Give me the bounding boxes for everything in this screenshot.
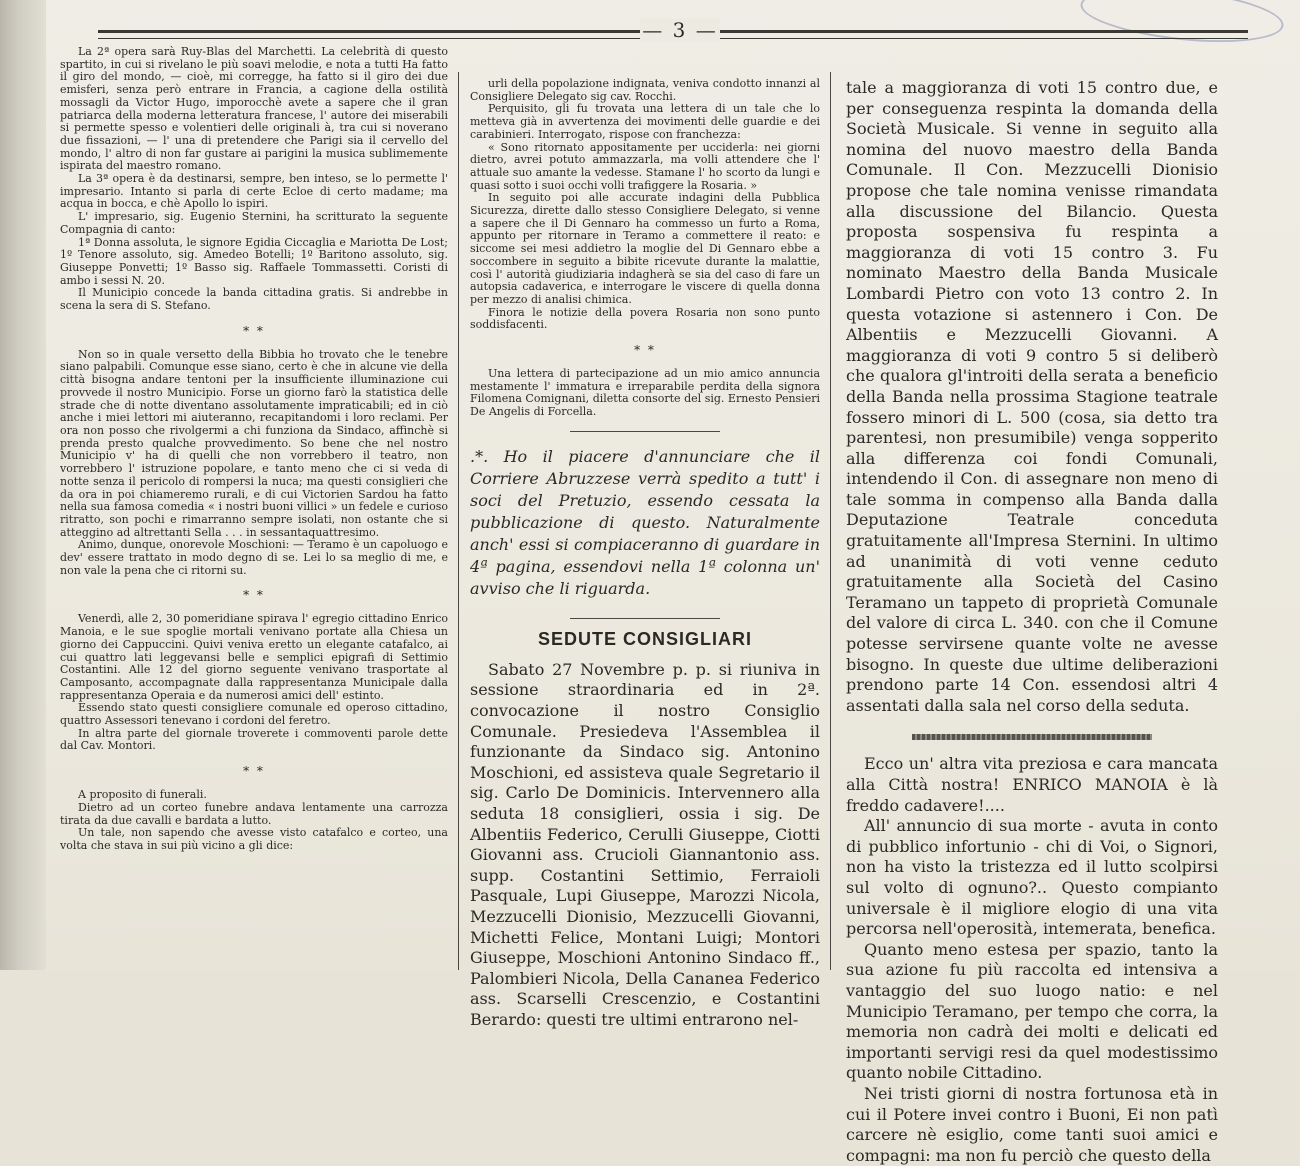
article-manoia-eulogy	[846, 754, 1218, 1166]
paragraph: Il Municipio concede la banda cittadina gratis. Si andrebbe in scena la sera di S. Stefano.	[60, 286, 448, 313]
paragraph: Nei tristi giorni di nostra fortunosa età in cui il Potere invei contro i Buoni, Ei non patì carcere nè esiglio, come tanti suoi amici e compagni: ma non fu perciò che questo della	[846, 1083, 1218, 1165]
paragraph: Dietro ad un corteo funebre andava lentamente una carrozza tirata da due cavalli e bardata a lutto.	[60, 800, 448, 827]
paragraph: A proposito di funerali.	[78, 788, 207, 802]
paragraph: Perquisito, gli fu trovata una lettera di un tale che lo metteva già in avvertenza dei movimenti delle guardie e dei carabinieri. Interrogato, rispose con franchezza:	[470, 102, 820, 141]
newspaper-page	[40, 0, 1300, 1165]
column-rule-1	[458, 72, 459, 970]
article-illumination	[60, 349, 448, 578]
paragraph: Ecco un' altra vita preziosa e cara mancata alla Città nostra! ENRICO MANOIA è là freddo cadavere!....	[846, 754, 1218, 815]
paragraph: In seguito poi alle accurate indagini della Pubblica Sicurezza, dirette dallo stesso Consigliere Delegato, si venne a sapere che il Di Gennaro ha commesso un furto a Roma, appunto per ritornare in Teramo a commettere il reato: e siccome sei mesi addietro la moglie del Di Gennaro ebbe a soccombere in seguito a bibite ricevute durante la malattie, così l' autorità giudiziaria indagherà se sia del caso di fare un autopsia cadaverica, e interrogare le viscere di quella donna per mezzo di analisi chimica.	[470, 191, 820, 306]
page-number: — 3 —	[640, 18, 720, 42]
article-funerals	[60, 789, 448, 853]
paragraph: La 2ª opera sarà Ruy-Blas del Marchetti. La celebrità di questo spartito, in cui si rivelano le più soavi melodie, e nota a tutti Ha fatto il giro del mondo, — cioè, mi corregge, ha fatto si il giro dei due emisferi, senza però entrare in Francia, a cagione della ostilità mossagli da Victor Hugo, imporocchè avete a sapere che il gran patriarca della moderna letteratura francese, l' autore dei miserabili si permette spesso e volentieri delle originali à, tra cui si noverano due fissazioni, — l' una di pretendere che Parigi sia il cervello del mondo, l' altro di non far gustare ai parigini la musica sublimemente ispirata del maestro romano.	[60, 45, 448, 173]
paragraph: Sabato 27 Novembre p. p. si riuniva in sessione straordinaria ed in 2ª. convocazione il nostro Consiglio Comunale. Presiedeva l'Assemblea il funzionante da Sindaco sig. Antonino Moschioni, ed assisteva quale Segretario il sig. Carlo De Dominicis. Intervennero alla seduta 18 consiglieri, ossia i sig. De Albentiis Federico, Cerulli Giuseppe, Ciotti Giovanni ass. Crucioli Giannantonio ass. supp. Costantini Settimio, Ferraioli Pasquale, Lupi Giuseppe, Marozzi Nicola, Mezzucelli Dionisio, Mezzucelli Giovanni, Michetti Felice, Montani Luigi; Montori Giuseppe, Moschioni Antonino Sindaco ff., Palombieri Nicola, Della Cananea Federico ass. Scarselli Crescenzio, e Costantini Berardo: questi tre ultimi entrarono nel-	[470, 659, 820, 1029]
subscriber-notice: .*. Ho il piacere d'annunciare che il Corriere Abruzzese verrà spedito a tutt' i soci del Pretuzio, essendo cessata la pubblicazione di questo. Naturalmente anch' essi si compiaceranno di guardare in 4ª pagina, essendovi nella 1ª colonna un' avviso che li riguarda.	[470, 446, 820, 598]
paragraph: 1ª Donna assoluta, le signore Egidia Ciccaglia e Mariotta De Lost; 1º Tenore assoluto, sig. Amedeo Botelli; 1º Baritono assoluto, sig. Giuseppe Ponvetti; 1º Basso sig. Raffaele Tommassetti. Coristi di ambo i sessi N. 20.	[60, 235, 448, 287]
short-rule	[570, 618, 720, 619]
paragraph: Un tale, non sapendo che avesse visto catafalco e corteo, una volta che stava in sui più vicino a gli dice:	[60, 826, 448, 852]
section-separator: * *	[634, 343, 656, 358]
column-1	[60, 46, 448, 853]
column-2	[470, 78, 820, 1031]
section-separator: * *	[243, 588, 265, 603]
article-death-notice	[470, 368, 820, 419]
column-3	[846, 78, 1218, 1166]
article-funeral-notice	[60, 613, 448, 753]
paragraph: Finora le notizie della povera Rosaria non sono punto soddisfacenti.	[470, 305, 820, 332]
archive-stamp	[1078, 0, 1286, 51]
paragraph: In altra parte del giornale troverete i commoventi parole dette dal Cav. Montori.	[60, 726, 448, 753]
paragraph: tale a maggioranza di voti 15 contro due, e per conseguenza respinta la domanda della Società Musicale. Si venne in seguito alla nomina del nuovo maestro della Banda Comunale. Il Con. Mezzucelli Dionisio propose che tale nomina venisse rimandata alla discussione del Bilancio. Questa proposta sospensiva fu respinta a maggioranza di voti 15 contro 3. Fu nominato Maestro della Banda Musicale Lombardi Pietro con voto 13 contro 2. In questa votazione si astennero i Con. De Albentiis e Mezzucelli Giovanni. A maggioranza di voti 9 contro 5 si deliberò che qualora gl'introiti della serata a beneficio della Banda nella prossima Stagione teatrale fossero minori di L. 500 (cosa, sia detto tra parentesi, non presumibile) venga sopperito alla differenza coi fondi Comunali, intendendo il Con. di assegnare non meno di tale somma in compenso alla Banda dalla Deputazione Teatrale conceduta gratuitamente all'Impresa Sternini. In ultimo ad unanimità di voti venne ceduto gratuitamente alla Società del Casino Teramano un tappeto di proprietà Comunale del valore di circa L. 340. con che il Comune potesse servirsene quante volte ne avesse bisogno. In queste due ultime deliberazioni prendono parte 14 Con. essendosi altri 4 assentati dalla sala nel corso della seduta.	[846, 78, 1218, 715]
article-council-continued	[846, 78, 1218, 716]
paragraph: urli della popolazione indignata, veniva condotto innanzi al Consigliere Delegato sig cav. Rocchi.	[470, 77, 820, 103]
binding-shadow	[0, 0, 46, 970]
article-crime	[470, 78, 820, 332]
article-opera	[60, 46, 448, 313]
paragraph: L' impresario, sig. Eugenio Sternini, ha scritturato la seguente Compagnia di canto:	[60, 210, 448, 236]
article-council	[470, 660, 820, 1031]
paragraph: Quanto meno estesa per spazio, tanto la sua azione fu più raccolta ed intensiva a vantaggio del suo luogo natio: e nel Municipio Teramano, per tempo che corra, la memoria non cadrà dei molti e delicati ed importanti servigi resi da quel modestissimo quanto nobile Cittadino.	[846, 939, 1218, 1083]
paragraph: Non so in quale versetto della Bibbia ho trovato che le tenebre siano palpabili. Comunque esse siano, certo è che in alcune vie della città bisogna andare tentoni per la insufficiente illuminazione cui provvede il nostro Municipio. Forse un giorno farò la statistica delle strade che di notte diventano assolutamente impraticabili; ed in ciò anche i miei lettori mi aiuteranno, recapitandomi i loro reclami. Per ora non posso che rivolgermi a chi funziona da Sindaco, affinchè si prenda presto qualche provvedimento. So bene che nel nostro Municipio v' ha di quelli che non vorrebbero il teatro, non vorrebbero l' istruzione popolare, e tanto meno che ci si veda di notte senza il pericolo di rompersi la nuca; ma questi consiglieri che da ora in poi chiameremo rurali, e di cui Victorien Sardou ha fatto nella sua famosa comedia « i nostri buoni villici » un fedele e curioso ritratto, son pochi e rimarranno sempre isolati, non ostante che si atteggino ad altrettanti Sella . . . in sessantaquattresimo.	[60, 347, 448, 539]
paragraph: « Sono ritornato appositamente per ucciderla: nei giorni dietro, avrei potuto ammazzarla, ma volli attendere che l' attuale suo amante la vedesse. Stamane l' ho scorto da lungi e quasi sotto i suoi occhi volli trafiggere la Rosaria. »	[470, 140, 820, 192]
paragraph: Animo, dunque, onorevole Moschioni: — Teramo è un capoluogo e dev' essere trattato in modo degno di se. Lei lo sa meglio di me, e non vale la pena che ci ritorni su.	[60, 538, 448, 577]
short-rule	[570, 431, 720, 432]
paragraph: Una lettera di partecipazione ad un mio amico annuncia mestamente l' immatura e irreparabile perdita della signora Filomena Comignani, diletta consorte del sig. Ernesto Pensieri De Angelis di Forcella.	[470, 367, 820, 419]
paragraph: Essendo stato questi consigliere comunale ed operoso cittadino, quattro Assessori tenevano i cordoni del feretro.	[60, 701, 448, 728]
paragraph: La 3ª opera è da destinarsi, sempre, ben inteso, se lo permette l' impresario. Intanto si parla di certe Ecloe di certo madame; ma acqua in bocca, e chè Apollo lo ispiri.	[60, 172, 448, 211]
section-title: SEDUTE CONSIGLIARI	[537, 628, 752, 649]
section-separator: * *	[243, 323, 265, 338]
paragraph: All' annuncio di sua morte - avuta in conto di pubblico infortunio - chi di Voi, o Signori, non ha visto la tristezza ed il lutto scolpirsi sul volto di ognuno?.. Questo compianto universale è il migliore elogio di una vita percorsa nell'operosità, intemerata, benefica.	[846, 816, 1218, 939]
section-separator: * *	[243, 764, 265, 779]
column-rule-2	[830, 72, 831, 970]
paragraph: Venerdì, alle 2, 30 pomeridiane spirava l' egregio cittadino Enrico Manoia, e le sue spoglie mortali venivano portate alla Chiesa un giorno dei Cappuccini. Quivi veniva eretto un elegante catafalco, ai cui quattro lati leggevansi belle e semplici epigrafi di Settimio Costantini. Alle 12 del giorno seguente venivano trasportate al Camposanto, accompagnate dalla rappresentanza Municipale dalla rappresentanza Operaia e da numerosi amici dell' estinto.	[60, 612, 448, 702]
heavy-rule	[912, 734, 1152, 740]
